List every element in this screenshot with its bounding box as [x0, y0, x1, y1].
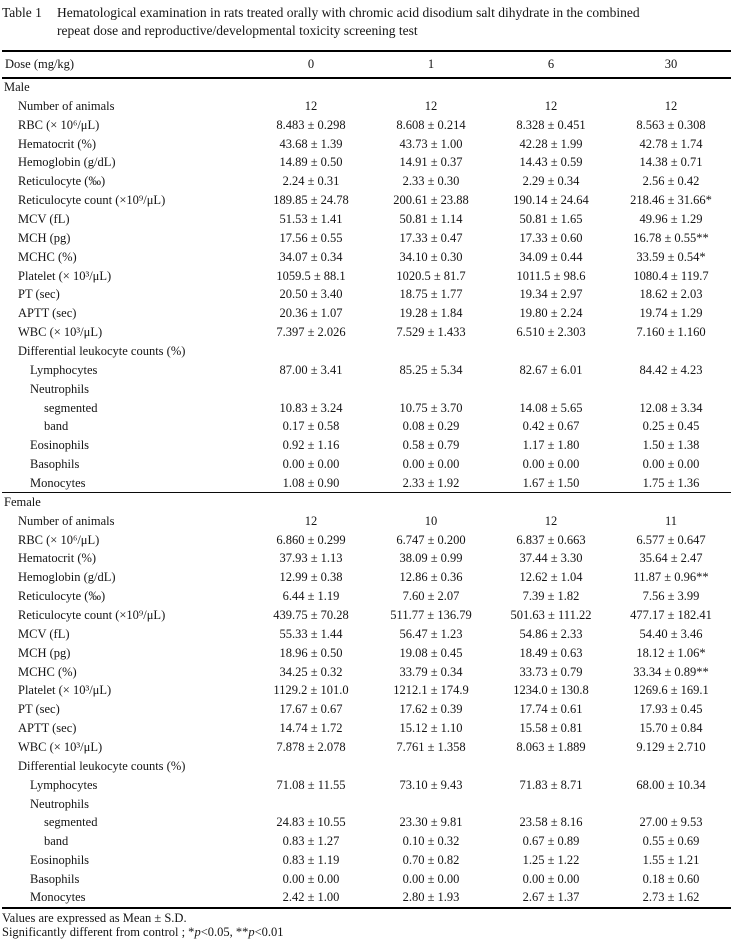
cell-value: [491, 795, 611, 814]
table-row: [2, 832, 731, 851]
cell-value: 17.33 ± 0.60: [519, 230, 583, 245]
dose-col-1: 1: [427, 57, 435, 71]
table-row: [2, 682, 731, 701]
cell-value: 12: [424, 98, 438, 113]
cell-value: 7.160 ± 1.160: [636, 325, 706, 340]
cell-value: 54.86 ± 2.33: [519, 626, 583, 641]
row-label: MCH (pg): [18, 230, 71, 245]
section-label: Female: [4, 495, 41, 510]
row-label: MCHC (%): [18, 249, 77, 264]
cell-value: 7.529 ± 1.433: [396, 325, 466, 340]
cell-value: 14.89 ± 0.50: [279, 155, 343, 170]
row-label: MCH (pg): [18, 645, 71, 660]
table-row: [2, 417, 731, 436]
table-row: [2, 851, 731, 870]
row-label: Eosinophils: [30, 438, 90, 453]
row-label: Basophils: [30, 872, 80, 887]
cell-value: 68.00 ± 10.34: [636, 777, 706, 792]
cell-value: [611, 757, 731, 776]
cell-value: 0.55 ± 0.69: [642, 834, 700, 849]
table-row: [2, 361, 731, 380]
caption-line-1: Hematological examination in rats treated orally with chromic acid disodium salt dihydrate in the combined: [57, 5, 640, 20]
cell-value: 14.91 ± 0.37: [399, 155, 463, 170]
row-label: Number of animals: [18, 98, 115, 113]
cell-value: 12: [304, 513, 318, 528]
row-label: WBC (× 10³/μL): [18, 325, 103, 340]
table-row: [2, 814, 731, 833]
row-label: Neutrophils: [30, 796, 90, 811]
table-row: [2, 172, 731, 191]
section-label: Male: [4, 80, 30, 95]
cell-value: [251, 757, 371, 776]
table-footnotes: [2, 912, 731, 940]
cell-value: 19.74 ± 1.29: [639, 306, 703, 321]
cell-value: 1.67 ± 1.50: [522, 475, 580, 490]
cell-value: 2.80 ± 1.93: [402, 890, 460, 905]
cell-value: 42.78 ± 1.74: [639, 136, 703, 151]
cell-value: 7.56 ± 3.99: [642, 589, 700, 604]
table-row: [2, 889, 731, 908]
cell-value: [611, 342, 731, 361]
cell-value: 1.08 ± 0.90: [282, 475, 340, 490]
cell-value: 18.96 ± 0.50: [279, 645, 343, 660]
cell-value: 24.83 ± 10.55: [276, 815, 346, 830]
cell-value: 15.58 ± 0.81: [519, 721, 583, 736]
cell-value: 1.50 ± 1.38: [642, 438, 700, 453]
table-row: [2, 455, 731, 474]
cell-value: 0.92 ± 1.16: [282, 438, 340, 453]
cell-value: 73.10 ± 9.43: [399, 777, 463, 792]
cell-value: [611, 795, 731, 814]
table-row: [2, 587, 731, 606]
footnote-text: Significantly different from control ; *: [2, 924, 195, 939]
table-row: [2, 380, 731, 399]
cell-value: 0.25 ± 0.45: [642, 419, 700, 434]
cell-value: 12.62 ± 1.04: [519, 570, 583, 585]
cell-value: 42.28 ± 1.99: [519, 136, 583, 151]
table-row: [2, 191, 731, 210]
cell-value: 71.83 ± 8.71: [519, 777, 583, 792]
cell-value: 19.28 ± 1.84: [399, 306, 463, 321]
table-header: [2, 51, 731, 78]
cell-value: 51.53 ± 1.41: [279, 211, 343, 226]
cell-value: 15.12 ± 1.10: [399, 721, 463, 736]
table-row: [2, 399, 731, 418]
cell-value: 9.129 ± 2.710: [636, 740, 706, 754]
cell-value: 8.328 ± 0.451: [516, 117, 586, 132]
table-row: [2, 700, 731, 719]
row-label: MCV (fL): [18, 211, 70, 226]
p-value-symbol: p: [248, 924, 255, 939]
row-label: band: [44, 834, 69, 849]
cell-value: 0.00 ± 0.00: [402, 457, 460, 472]
cell-value: [491, 380, 611, 399]
footnote-text: <0.05, **: [200, 924, 249, 939]
footnote-mean-sd: Values are expressed as Mean ± S.D.: [2, 910, 187, 925]
cell-value: 1129.2 ± 101.0: [273, 683, 349, 698]
section-header-male: [2, 78, 731, 97]
cell-value: 200.61 ± 23.88: [393, 193, 469, 208]
cell-value: 6.860 ± 0.299: [276, 532, 346, 547]
cell-value: 34.10 ± 0.30: [399, 249, 463, 264]
cell-value: 6.747 ± 0.200: [396, 532, 466, 547]
cell-value: 2.24 ± 0.31: [282, 174, 340, 189]
cell-value: 190.14 ± 24.64: [513, 193, 589, 208]
paper-page: [0, 4, 733, 947]
footnote-text: <0.01: [254, 924, 284, 939]
cell-value: 1.55 ± 1.21: [642, 853, 700, 868]
row-label: APTT (sec): [18, 306, 77, 321]
cell-value: 2.56 ± 0.42: [642, 174, 700, 189]
row-label: Reticulocyte (‰): [18, 174, 106, 189]
cell-value: 23.30 ± 9.81: [399, 815, 463, 830]
table-row: [2, 474, 731, 493]
table-row: [2, 116, 731, 135]
cell-value: 6.510 ± 2.303: [516, 325, 586, 340]
cell-value: [371, 380, 491, 399]
cell-value: 501.63 ± 111.22: [510, 607, 592, 622]
row-label: Reticulocyte count (×10⁹/μL): [18, 607, 166, 622]
row-label: APTT (sec): [18, 721, 77, 736]
cell-value: 218.46 ± 31.66*: [630, 193, 712, 208]
table-row: [2, 606, 731, 625]
cell-value: 2.33 ± 0.30: [402, 174, 460, 189]
hematology-table: [2, 50, 731, 909]
cell-value: 50.81 ± 1.14: [399, 211, 463, 226]
cell-value: 19.34 ± 2.97: [519, 287, 583, 302]
table-row: [2, 663, 731, 682]
row-label: MCHC (%): [18, 664, 77, 679]
row-label: PT (sec): [18, 287, 60, 302]
cell-value: 33.59 ± 0.54*: [636, 249, 706, 264]
cell-value: 82.67 ± 6.01: [519, 362, 583, 377]
cell-value: 55.33 ± 1.44: [279, 626, 343, 641]
cell-value: 1020.5 ± 81.7: [396, 268, 466, 283]
table-row: [2, 531, 731, 550]
table-row: [2, 625, 731, 644]
table-row: [2, 776, 731, 795]
cell-value: 14.38 ± 0.71: [639, 155, 703, 170]
cell-value: 37.93 ± 1.13: [279, 551, 343, 566]
table-row: [2, 719, 731, 738]
row-label: segmented: [44, 815, 98, 830]
table-row: [2, 436, 731, 455]
cell-value: 17.74 ± 0.61: [519, 702, 583, 717]
cell-value: [371, 342, 491, 361]
row-label: Basophils: [30, 457, 80, 472]
table-row: [2, 512, 731, 531]
cell-value: 33.34 ± 0.89**: [633, 664, 709, 679]
cell-value: 0.00 ± 0.00: [282, 872, 340, 887]
cell-value: 8.563 ± 0.308: [636, 117, 706, 132]
cell-value: 0.83 ± 1.27: [282, 834, 340, 849]
cell-value: [491, 757, 611, 776]
table-row: [2, 267, 731, 286]
table-row: [2, 870, 731, 889]
cell-value: 12: [304, 98, 318, 113]
dose-col-30: 30: [664, 57, 678, 71]
row-label: Lymphocytes: [30, 362, 98, 377]
cell-value: 12: [664, 98, 678, 113]
dose-col-0: 0: [307, 57, 315, 71]
cell-value: 17.33 ± 0.47: [399, 230, 463, 245]
cell-value: 17.67 ± 0.67: [279, 702, 343, 717]
cell-value: 12.08 ± 3.34: [639, 400, 703, 415]
row-label: Monocytes: [30, 890, 86, 905]
cell-value: 18.49 ± 0.63: [519, 645, 583, 660]
cell-value: 1.17 ± 1.80: [522, 438, 580, 453]
cell-value: 0.00 ± 0.00: [522, 872, 580, 887]
cell-value: 189.85 ± 24.78: [273, 193, 349, 208]
cell-value: 511.77 ± 136.79: [390, 607, 472, 622]
cell-value: [251, 380, 371, 399]
cell-value: 8.608 ± 0.214: [396, 117, 466, 132]
dose-header-row: [2, 51, 731, 78]
row-label: Lymphocytes: [30, 777, 98, 792]
cell-value: 1080.4 ± 119.7: [633, 268, 709, 283]
cell-value: 2.33 ± 1.92: [402, 475, 460, 490]
dose-col-6: 6: [547, 57, 555, 71]
cell-value: 1269.6 ± 169.1: [633, 683, 709, 698]
cell-value: 33.79 ± 0.34: [399, 664, 463, 679]
row-label: Differential leukocyte counts (%): [18, 758, 186, 773]
table-row: [2, 738, 731, 757]
row-label: Platelet (× 10³/μL): [18, 268, 112, 283]
cell-value: 12.99 ± 0.38: [279, 570, 343, 585]
cell-value: 8.483 ± 0.298: [276, 117, 346, 132]
cell-value: 23.58 ± 8.16: [519, 815, 583, 830]
cell-value: 37.44 ± 3.30: [519, 551, 583, 566]
dose-header-label: Dose (mg/kg): [5, 57, 75, 71]
cell-value: [371, 757, 491, 776]
cell-value: 0.00 ± 0.00: [522, 457, 580, 472]
cell-value: 2.67 ± 1.37: [522, 890, 580, 905]
row-label: Neutrophils: [30, 381, 90, 396]
cell-value: 439.75 ± 70.28: [273, 607, 349, 622]
table-row: [2, 342, 731, 361]
cell-value: 7.397 ± 2.026: [276, 325, 346, 340]
table-row: [2, 795, 731, 814]
cell-value: 50.81 ± 1.65: [519, 211, 583, 226]
cell-value: 19.08 ± 0.45: [399, 645, 463, 660]
row-label: band: [44, 419, 69, 434]
cell-value: [371, 795, 491, 814]
cell-value: 2.73 ± 1.62: [642, 890, 700, 905]
row-label: Hematocrit (%): [18, 136, 97, 151]
cell-value: 34.07 ± 0.34: [279, 249, 343, 264]
cell-value: 11: [664, 513, 678, 528]
row-label: Platelet (× 10³/μL): [18, 683, 112, 698]
cell-value: 1011.5 ± 98.6: [516, 268, 586, 283]
cell-value: 20.50 ± 3.40: [279, 287, 343, 302]
cell-value: 12: [544, 98, 558, 113]
cell-value: 43.68 ± 1.39: [279, 136, 343, 151]
row-label: Monocytes: [30, 475, 86, 490]
cell-value: 1059.5 ± 88.1: [276, 268, 346, 283]
cell-value: 54.40 ± 3.46: [639, 626, 703, 641]
cell-value: 14.08 ± 5.65: [519, 400, 583, 415]
cell-value: 6.577 ± 0.647: [636, 532, 706, 547]
cell-value: 33.73 ± 0.79: [519, 664, 583, 679]
cell-value: 7.39 ± 1.82: [522, 589, 580, 604]
table-row: [2, 153, 731, 172]
cell-value: 34.09 ± 0.44: [519, 249, 583, 264]
table-row: [2, 304, 731, 323]
table-caption: [2, 4, 731, 39]
row-label: Differential leukocyte counts (%): [18, 343, 186, 358]
table-row: [2, 644, 731, 663]
cell-value: 6.837 ± 0.663: [516, 532, 586, 547]
row-label: Reticulocyte (‰): [18, 589, 106, 604]
row-label: RBC (× 10⁶/μL): [18, 532, 100, 547]
cell-value: 0.10 ± 0.32: [402, 834, 460, 849]
cell-value: 0.67 ± 0.89: [522, 834, 580, 849]
cell-value: 19.80 ± 2.24: [519, 306, 583, 321]
table-row: [2, 549, 731, 568]
cell-value: 34.25 ± 0.32: [279, 664, 343, 679]
cell-value: 10.75 ± 3.70: [399, 400, 463, 415]
cell-value: 71.08 ± 11.55: [276, 777, 346, 792]
cell-value: 7.878 ± 2.078: [276, 740, 346, 754]
cell-value: 0.42 ± 0.67: [522, 419, 580, 434]
cell-value: 0.00 ± 0.00: [642, 457, 700, 472]
caption-line-2: repeat dose and reproductive/developmental toxicity screening test: [57, 22, 418, 38]
row-label: Number of animals: [18, 513, 115, 528]
table-row: [2, 757, 731, 776]
cell-value: [251, 795, 371, 814]
table-row: [2, 248, 731, 267]
table-row: [2, 229, 731, 248]
section-header-female: [2, 493, 731, 512]
cell-value: 87.00 ± 3.41: [279, 362, 343, 377]
cell-value: 18.75 ± 1.77: [399, 287, 463, 302]
cell-value: [251, 342, 371, 361]
cell-value: 0.58 ± 0.79: [402, 438, 460, 453]
p-value-symbol: p: [194, 924, 201, 939]
cell-value: 85.25 ± 5.34: [399, 362, 463, 377]
cell-value: 0.00 ± 0.00: [402, 872, 460, 887]
table-row: [2, 323, 731, 342]
cell-value: 0.83 ± 1.19: [282, 853, 340, 868]
cell-value: [611, 380, 731, 399]
cell-value: 14.74 ± 1.72: [279, 721, 343, 736]
cell-value: 6.44 ± 1.19: [282, 589, 340, 604]
row-label: segmented: [44, 400, 98, 415]
cell-value: 7.60 ± 2.07: [402, 589, 460, 604]
cell-value: 27.00 ± 9.53: [639, 815, 703, 830]
table-row: [2, 285, 731, 304]
table-row: [2, 210, 731, 229]
cell-value: 35.64 ± 2.47: [639, 551, 703, 566]
table-body: [2, 78, 731, 908]
cell-value: 10.83 ± 3.24: [279, 400, 343, 415]
row-label: Hematocrit (%): [18, 551, 97, 566]
cell-value: 18.62 ± 2.03: [639, 287, 703, 302]
cell-value: 2.42 ± 1.00: [282, 890, 340, 905]
table-number: Table 1: [2, 5, 42, 20]
cell-value: 10: [424, 513, 438, 528]
cell-value: 14.43 ± 0.59: [519, 155, 583, 170]
cell-value: 0.70 ± 0.82: [402, 853, 460, 868]
cell-value: 15.70 ± 0.84: [639, 721, 703, 736]
table-row: [2, 135, 731, 154]
cell-value: 2.29 ± 0.34: [522, 174, 580, 189]
cell-value: 17.56 ± 0.55: [279, 230, 343, 245]
cell-value: 477.17 ± 182.41: [630, 607, 712, 622]
table-row: [2, 568, 731, 587]
cell-value: [491, 342, 611, 361]
cell-value: 8.063 ± 1.889: [516, 740, 586, 754]
row-label: Hemoglobin (g/dL): [18, 570, 116, 585]
cell-value: 38.09 ± 0.99: [399, 551, 463, 566]
cell-value: 12: [544, 513, 558, 528]
cell-value: 1234.0 ± 130.8: [513, 683, 589, 698]
cell-value: 20.36 ± 1.07: [279, 306, 343, 321]
footnote-significance: [2, 926, 731, 940]
cell-value: 84.42 ± 4.23: [639, 362, 703, 377]
cell-value: 49.96 ± 1.29: [639, 211, 703, 226]
cell-value: 1.25 ± 1.22: [522, 853, 580, 868]
cell-value: 56.47 ± 1.23: [399, 626, 463, 641]
cell-value: 0.08 ± 0.29: [402, 419, 460, 434]
cell-value: 17.62 ± 0.39: [399, 702, 463, 717]
cell-value: 0.17 ± 0.58: [282, 419, 340, 434]
row-label: Reticulocyte count (×10⁹/μL): [18, 193, 166, 208]
cell-value: 43.73 ± 1.00: [399, 136, 463, 151]
row-label: MCV (fL): [18, 626, 70, 641]
cell-value: 11.87 ± 0.96**: [633, 570, 709, 585]
cell-value: 12.86 ± 0.36: [399, 570, 463, 585]
cell-value: 7.761 ± 1.358: [396, 740, 466, 754]
cell-value: 1.75 ± 1.36: [642, 475, 700, 490]
row-label: WBC (× 10³/μL): [18, 740, 103, 754]
row-label: Hemoglobin (g/dL): [18, 155, 116, 170]
row-label: Eosinophils: [30, 853, 90, 868]
cell-value: 1212.1 ± 174.9: [393, 683, 469, 698]
cell-value: 16.78 ± 0.55**: [633, 230, 709, 245]
row-label: RBC (× 10⁶/μL): [18, 117, 100, 132]
table-row: [2, 97, 731, 116]
cell-value: 0.00 ± 0.00: [282, 457, 340, 472]
row-label: PT (sec): [18, 702, 60, 717]
cell-value: 17.93 ± 0.45: [639, 702, 703, 717]
cell-value: 0.18 ± 0.60: [642, 872, 700, 887]
cell-value: 18.12 ± 1.06*: [636, 645, 706, 660]
